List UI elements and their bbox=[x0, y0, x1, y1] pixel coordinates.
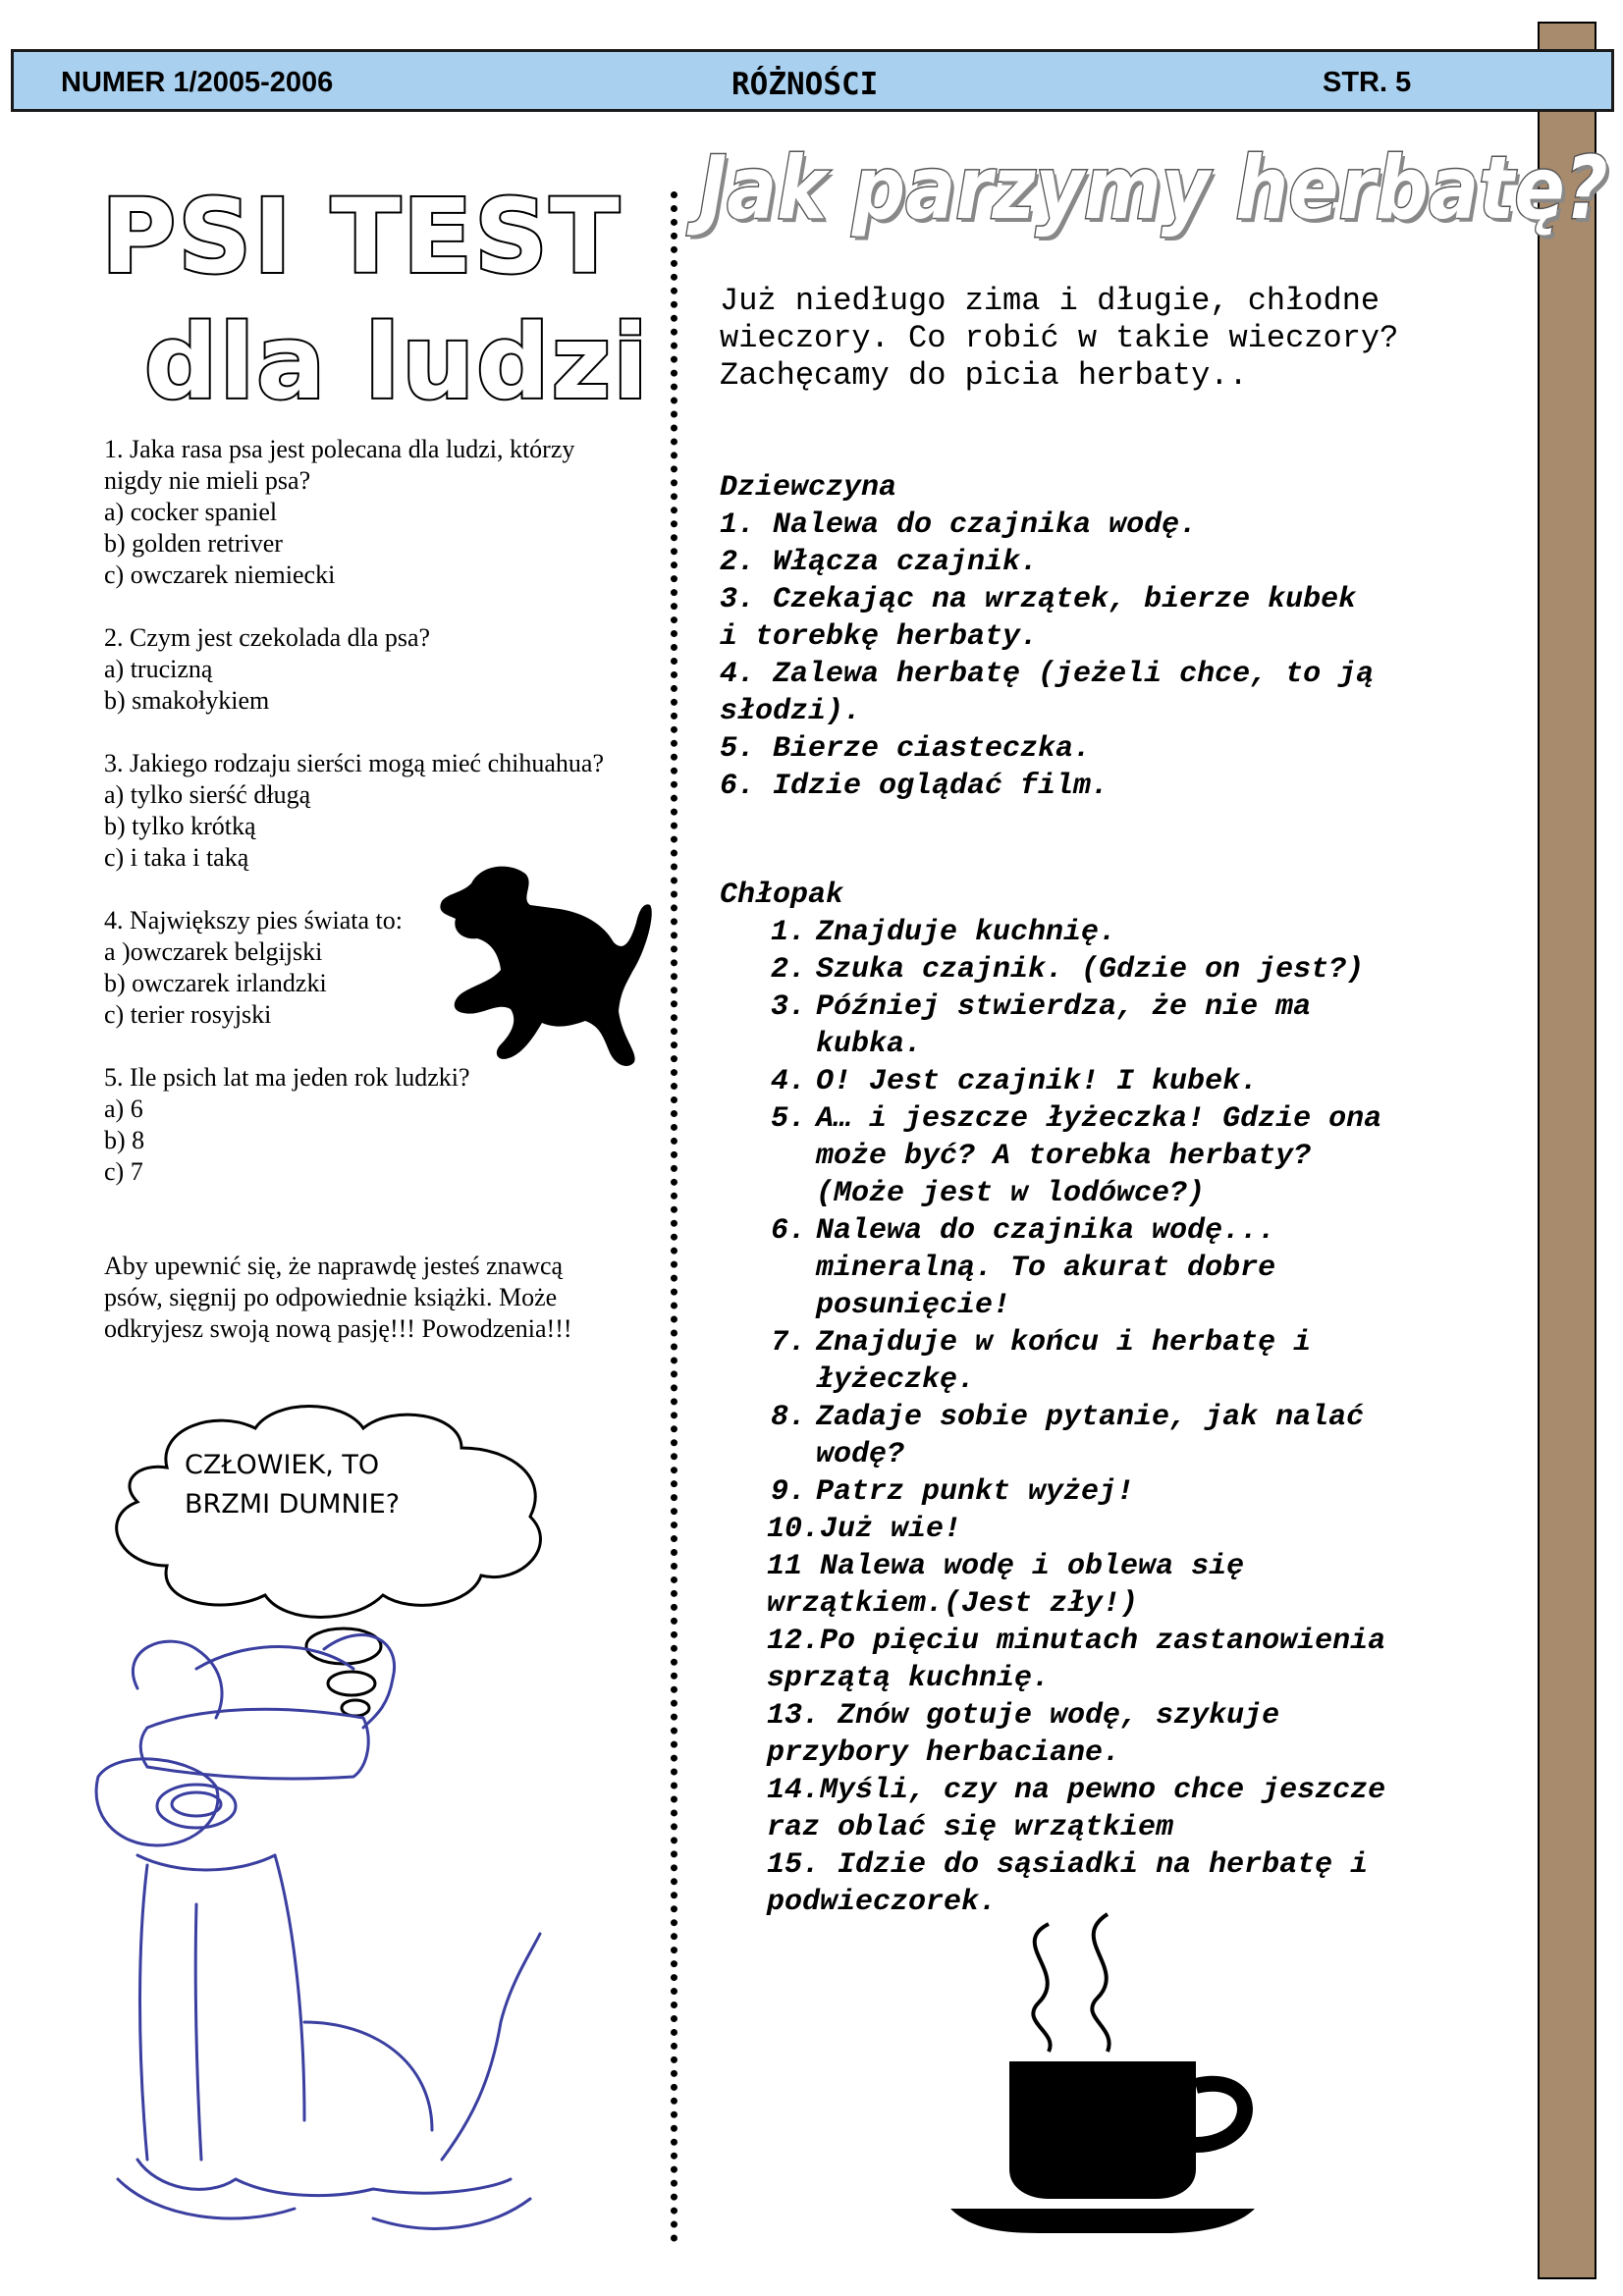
boy-step-text: raz oblać się wrzątkiem bbox=[767, 1811, 1174, 1844]
boy-step bbox=[771, 914, 1527, 951]
sketched-dog-icon bbox=[79, 1610, 628, 2248]
boy-step-text: Szuka czajnik. (Gdzie on jest?) bbox=[816, 953, 1365, 987]
quiz-line: a) trucizną bbox=[104, 655, 213, 683]
dog-silhouette-icon bbox=[412, 844, 668, 1099]
teacup-icon bbox=[941, 1904, 1274, 2238]
quiz-line: psów, sięgnij po odpowiednie książki. Może bbox=[104, 1283, 558, 1311]
boy-step-text: 10.Już wie! bbox=[767, 1513, 962, 1546]
boy-step-text: łyżeczkę. bbox=[816, 1363, 976, 1397]
boy-step-text: 11 Nalewa wodę i oblewa się bbox=[767, 1550, 1245, 1583]
boy-step-text: przybory herbaciane. bbox=[767, 1736, 1121, 1770]
quiz-line: 3. Jakiego rodzaju sierści mogą mieć chihuahua? bbox=[104, 749, 604, 777]
tea-article-title: Jak parzymy herbatę? bbox=[699, 137, 1608, 239]
girl-step: słodzi). bbox=[720, 695, 862, 728]
intro-line: Zachęcamy do picia herbaty.. bbox=[720, 357, 1248, 394]
intro-line: wieczory. Co robić w takie wieczory? bbox=[720, 320, 1399, 356]
quiz-line: a) 6 bbox=[104, 1095, 143, 1123]
bubble-line-2: BRZMI DUMNIE? bbox=[185, 1489, 401, 1520]
boy-step-text: Znajduje kuchnię. bbox=[816, 916, 1117, 949]
page-number: STR. 5 bbox=[1323, 67, 1412, 98]
girl-steps-list bbox=[720, 507, 1505, 805]
boy-step-text: Później stwierdza, że nie ma bbox=[816, 990, 1312, 1024]
girl-section bbox=[720, 469, 1505, 805]
boy-step-number: 5. bbox=[771, 1102, 807, 1136]
boy-step bbox=[771, 1362, 1527, 1399]
boy-step-number: 6. bbox=[771, 1214, 807, 1248]
boy-step-number: 1. bbox=[771, 916, 807, 949]
boy-step bbox=[767, 1735, 1527, 1772]
girl-heading: Dziewczyna bbox=[720, 471, 897, 505]
tea-intro bbox=[720, 283, 1495, 395]
boy-steps-list bbox=[767, 914, 1527, 1921]
boy-step bbox=[767, 1511, 1527, 1548]
boy-step-text: Zadaje sobie pytanie, jak nalać bbox=[816, 1401, 1365, 1434]
quiz-line: b) 8 bbox=[104, 1126, 145, 1154]
boy-step bbox=[767, 1548, 1527, 1585]
boy-step-text: Znajduje w końcu i herbatę i bbox=[816, 1326, 1312, 1360]
quiz-line: c) terier rosyjski bbox=[104, 1000, 272, 1029]
boy-step-number: 8. bbox=[771, 1401, 807, 1434]
section-title: RÓŻNOŚCI bbox=[731, 67, 879, 102]
boy-step-text: O! Jest czajnik! I kubek. bbox=[816, 1065, 1259, 1098]
boy-step bbox=[771, 1138, 1527, 1175]
bubble-line-1: CZŁOWIEK, TO bbox=[185, 1450, 380, 1480]
boy-step-number: 2. bbox=[771, 953, 807, 987]
boy-step-text: wodę? bbox=[816, 1438, 905, 1471]
quiz-spacer bbox=[104, 591, 664, 622]
boy-step-text: Nalewa do czajnika wodę... bbox=[816, 1214, 1276, 1248]
quiz-line: 2. Czym jest czekolada dla psa? bbox=[104, 623, 431, 652]
boy-step-text: może być? A torebka herbaty? bbox=[816, 1140, 1312, 1173]
boy-step bbox=[771, 1324, 1527, 1362]
boy-step bbox=[771, 1250, 1527, 1287]
boy-step bbox=[771, 951, 1527, 988]
boy-step bbox=[771, 1100, 1527, 1138]
girl-step: 4. Zalewa herbatę (jeżeli chce, to ją bbox=[720, 658, 1375, 691]
boy-step bbox=[771, 1175, 1527, 1212]
girl-step: 2. Włącza czajnik. bbox=[720, 546, 1039, 579]
quiz-line: 5. Ile psich lat ma jeden rok ludzki? bbox=[104, 1063, 470, 1092]
boy-heading: Chłopak bbox=[720, 879, 844, 912]
boy-step bbox=[767, 1585, 1527, 1623]
quiz-spacer bbox=[104, 1219, 664, 1251]
girl-step: i torebkę herbaty. bbox=[720, 620, 1039, 654]
boy-step bbox=[771, 1287, 1527, 1324]
decorative-side-bar bbox=[1538, 22, 1596, 2279]
boy-step-text: 14.Myśli, czy na pewno chce jeszcze bbox=[767, 1774, 1386, 1807]
boy-step-text: Patrz punkt wyżej! bbox=[816, 1475, 1135, 1509]
boy-step bbox=[767, 1697, 1527, 1735]
quiz-line: c) owczarek niemiecki bbox=[104, 561, 336, 589]
quiz-line: Aby upewnić się, że naprawdę jesteś znawcą bbox=[104, 1252, 564, 1280]
boy-step bbox=[771, 1473, 1527, 1511]
quiz-line: odkryjesz swoją nową pasję!!! Powodzenia!!! bbox=[104, 1314, 572, 1343]
psi-test-title: PSI TEST bbox=[101, 177, 622, 296]
girl-step: 3. Czekając na wrzątek, bierze kubek bbox=[720, 583, 1357, 616]
girl-step: 6. Idzie oglądać film. bbox=[720, 770, 1109, 803]
boy-step-text: wrzątkiem.(Jest zły!) bbox=[767, 1587, 1139, 1621]
boy-step-text: podwieczorek. bbox=[767, 1886, 998, 1919]
boy-step-number: 3. bbox=[771, 990, 807, 1024]
boy-step-text: 15. Idzie do sąsiadki na herbatę i bbox=[767, 1848, 1369, 1882]
quiz-line: b) golden retriver bbox=[104, 529, 283, 558]
boy-step-number: 4. bbox=[771, 1065, 807, 1098]
quiz-line: b) tylko krótką bbox=[104, 812, 256, 840]
column-divider bbox=[671, 191, 677, 2243]
boy-step bbox=[771, 1063, 1527, 1100]
boy-step-text: 12.Po pięciu minutach zastanowienia bbox=[767, 1625, 1386, 1658]
boy-step-text: 13. Znów gotuje wodę, szykuje bbox=[767, 1699, 1280, 1733]
quiz-line: a )owczarek belgijski bbox=[104, 937, 323, 966]
boy-step-text: posunięcie! bbox=[816, 1289, 1011, 1322]
boy-step bbox=[771, 1399, 1527, 1436]
thought-bubble-text bbox=[185, 1446, 400, 1524]
boy-step bbox=[767, 1846, 1527, 1884]
intro-line: Już niedługo zima i długie, chłodne bbox=[720, 283, 1380, 319]
boy-step-text: A… i jeszcze łyżeczka! Gdzie ona bbox=[816, 1102, 1382, 1136]
boy-step bbox=[767, 1772, 1527, 1809]
boy-step bbox=[767, 1623, 1527, 1660]
quiz-line: 4. Największy pies świata to: bbox=[104, 906, 403, 934]
boy-step bbox=[771, 1026, 1527, 1063]
quiz-line: c) 7 bbox=[104, 1157, 143, 1186]
psi-test-subtitle: dla ludzi bbox=[144, 302, 650, 422]
girl-step: 5. Bierze ciasteczka. bbox=[720, 732, 1092, 766]
boy-step bbox=[771, 988, 1527, 1026]
quiz-line: 1. Jaka rasa psa jest polecana dla ludzi, którzy bbox=[104, 435, 575, 463]
quiz-spacer bbox=[104, 1188, 664, 1219]
quiz-line: b) owczarek irlandzki bbox=[104, 969, 327, 997]
quiz-line: b) smakołykiem bbox=[104, 686, 270, 715]
quiz-spacer bbox=[104, 717, 664, 748]
quiz-line: a) cocker spaniel bbox=[104, 498, 278, 526]
boy-step-number: 7. bbox=[771, 1326, 807, 1360]
issue-number: NUMER 1/2005-2006 bbox=[61, 67, 334, 98]
girl-step: 1. Nalewa do czajnika wodę. bbox=[720, 508, 1198, 542]
page-header bbox=[11, 49, 1614, 112]
boy-step bbox=[771, 1436, 1527, 1473]
boy-step-text: sprzątą kuchnię. bbox=[767, 1662, 1051, 1695]
boy-step bbox=[771, 1212, 1527, 1250]
boy-step-number: 9. bbox=[771, 1475, 807, 1509]
boy-step-text: (Może jest w lodówce?) bbox=[816, 1177, 1206, 1210]
quiz-line: nigdy nie mieli psa? bbox=[104, 466, 311, 495]
boy-step-text: kubka. bbox=[816, 1028, 923, 1061]
quiz-line: a) tylko sierść długą bbox=[104, 780, 311, 809]
quiz-line: c) i taka i taką bbox=[104, 843, 249, 872]
boy-step bbox=[767, 1660, 1527, 1697]
boy-step bbox=[767, 1809, 1527, 1846]
boy-step-text: mineralną. To akurat dobre bbox=[816, 1252, 1276, 1285]
